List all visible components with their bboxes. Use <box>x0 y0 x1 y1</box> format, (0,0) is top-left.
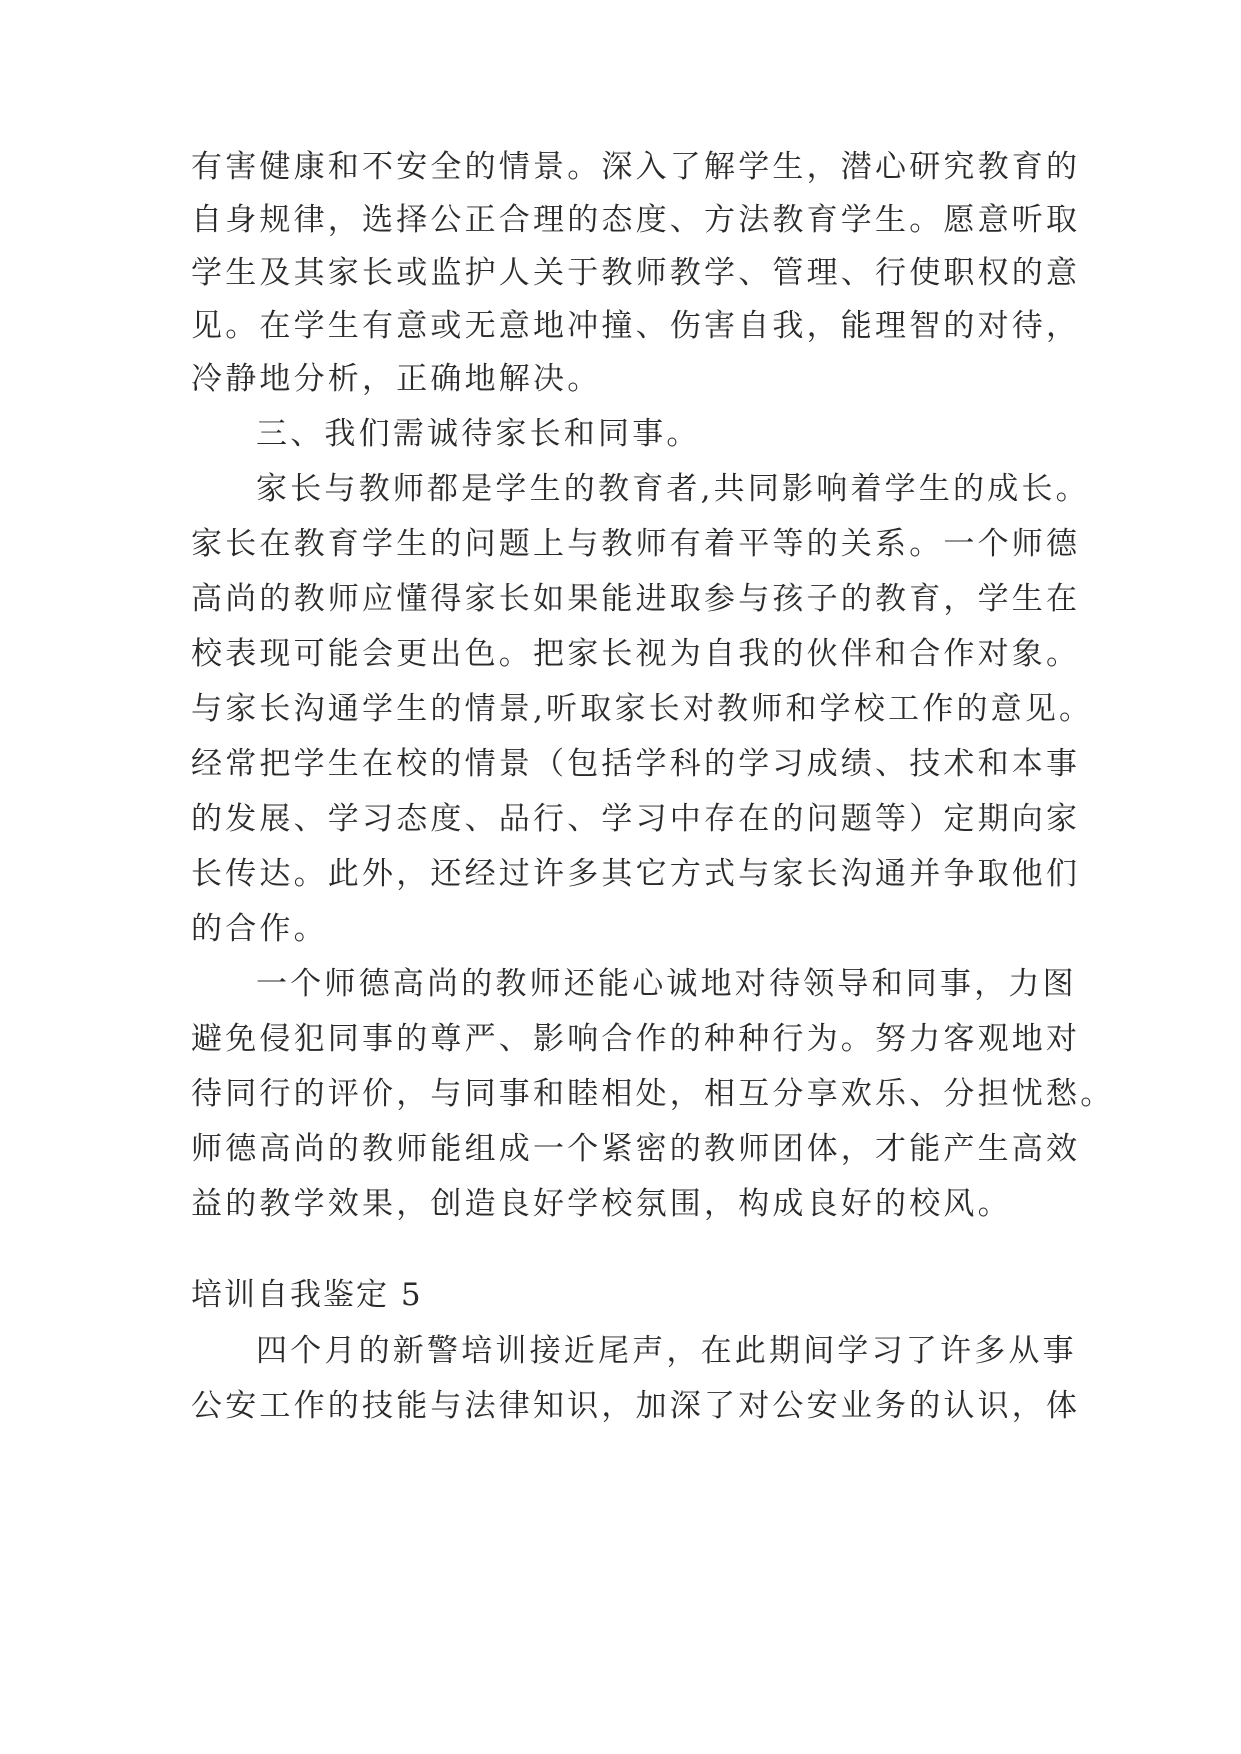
text-line: 高尚的教师应懂得家长如果能进取参与孩子的教育，学生在 <box>191 581 1081 617</box>
text-line: 长传达。此外，还经过许多其它方式与家长沟通并争取他们 <box>191 856 1081 892</box>
text-line: 学生及其家长或监护人关于教师教学、管理、行使职权的意 <box>191 255 1081 291</box>
text-line: 自身规律，选择公正合理的态度、方法教育学生。愿意听取 <box>191 202 1081 238</box>
text-line: 师德高尚的教师能组成一个紧密的教师团体，才能产生高效 <box>191 1131 1081 1167</box>
section-heading: 三、我们需诚待家长和同事。 <box>256 416 701 452</box>
text-line: 见。在学生有意或无意地冲撞、伤害自我，能理智的对待， <box>191 308 1081 344</box>
text-line: 的发展、学习态度、品行、学习中存在的问题等）定期向家 <box>191 801 1081 837</box>
text-line: 待同行的评价，与同事和睦相处，相互分享欢乐、分担忧愁。 <box>191 1076 1115 1112</box>
text-line: 与家长沟通学生的情景,听取家长对教师和学校工作的意见。 <box>191 691 1094 727</box>
text-line: 家长与教师都是学生的教育者,共同影响着学生的成长。 <box>256 471 1090 507</box>
text-line: 益的教学效果，创造良好学校氛围，构成良好的校风。 <box>191 1186 1012 1222</box>
text-line: 公安工作的技能与法律知识，加深了对公安业务的认识，体 <box>191 1388 1081 1424</box>
text-line: 避免侵犯同事的尊严、影响合作的种种行为。努力客观地对 <box>191 1021 1081 1057</box>
text-line: 一个师德高尚的教师还能心诚地对待领导和同事，力图 <box>256 966 1077 1002</box>
text-line: 冷静地分析，正确地解决。 <box>191 361 602 397</box>
text-line: 校表现可能会更出色。把家长视为自我的伙伴和合作对象。 <box>191 636 1081 672</box>
text-line: 的合作。 <box>191 911 328 947</box>
text-line: 四个月的新警培训接近尾声，在此期间学习了许多从事 <box>256 1333 1077 1369</box>
text-line: 有害健康和不安全的情景。深入了解学生，潜心研究教育的 <box>191 149 1081 185</box>
text-line: 家长在教育学生的问题上与教师有着平等的关系。一个师德 <box>191 526 1081 562</box>
section-title: 培训自我鉴定 5 <box>191 1277 423 1313</box>
text-line: 经常把学生在校的情景（包括学科的学习成绩、技术和本事 <box>191 746 1081 782</box>
